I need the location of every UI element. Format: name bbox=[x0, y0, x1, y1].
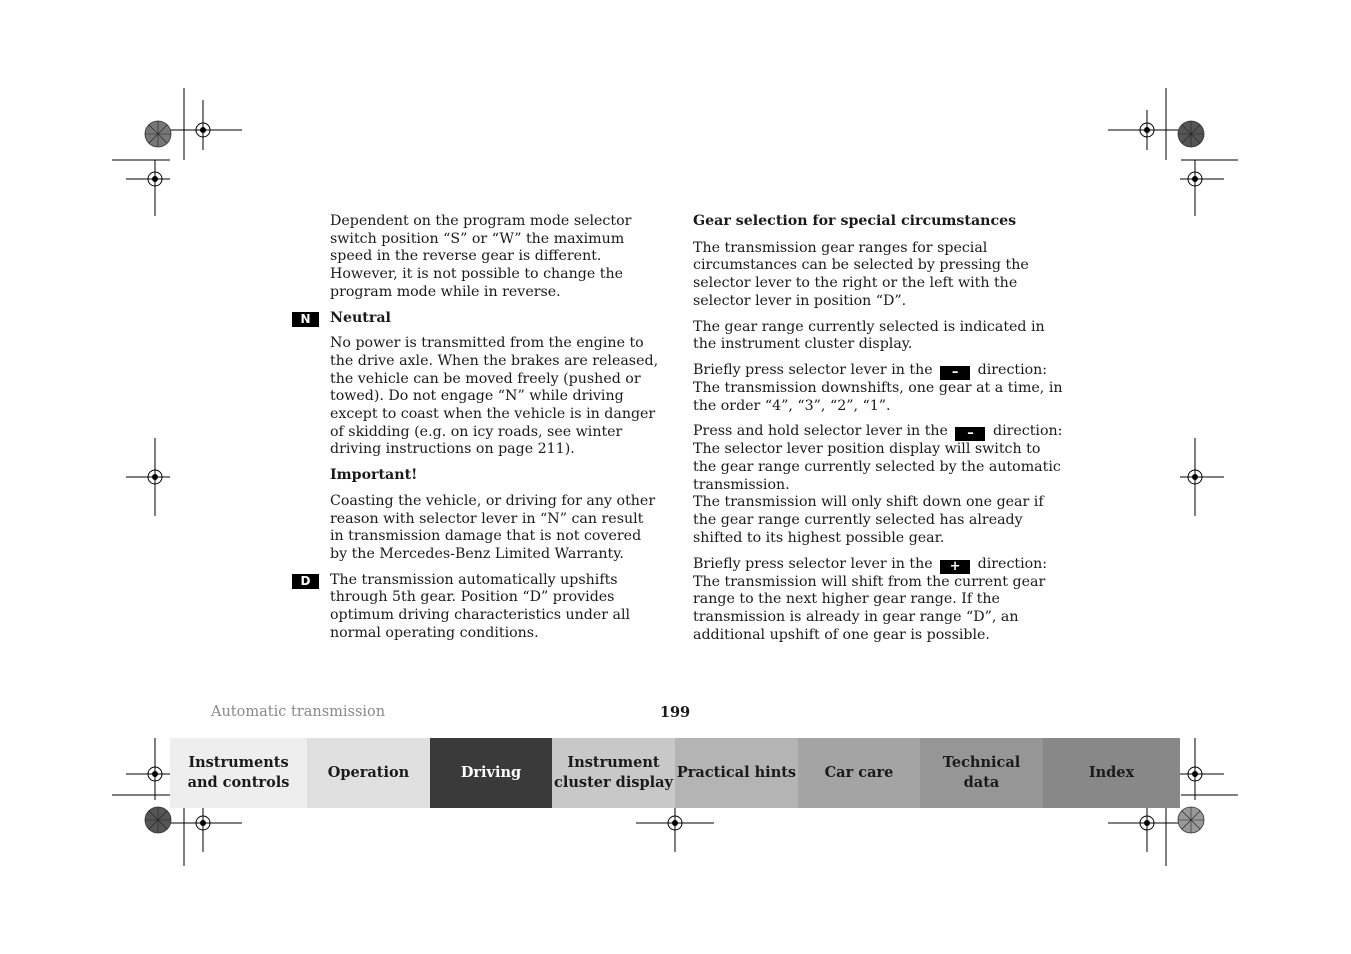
neutral-heading: Neutral bbox=[330, 309, 391, 326]
brief-plus-direction: direction: bbox=[977, 555, 1048, 572]
neutral-marker-badge: N bbox=[292, 312, 319, 327]
brief-minus-lead: Briefly press selector lever in the bbox=[693, 361, 933, 378]
drive-marker-badge: D bbox=[292, 574, 319, 589]
intro-paragraph: Dependent on the program mode selector switch position “S” or “W” the maximum speed in the reverse gear is different. However, it is not possible to change the program mode while in reverse. bbox=[330, 213, 632, 300]
plus-key-icon: + bbox=[940, 560, 970, 574]
neutral-section bbox=[300, 309, 660, 328]
tab-practical-hints[interactable]: Practical hints bbox=[675, 738, 798, 808]
minus-key-icon: – bbox=[940, 366, 970, 380]
gear-display-paragraph: The gear range currently selected is indicated in the instrument cluster display. bbox=[693, 318, 1045, 353]
hold-minus-lead: Press and hold selector lever in the bbox=[693, 423, 948, 440]
tab-instrument-cluster-display[interactable]: Instrument cluster display bbox=[552, 738, 675, 808]
left-column bbox=[300, 213, 660, 650]
gear-ranges-paragraph: The transmission gear ranges for special circumstances can be selected by pressing the selector lever to the right or the left with the selector lever in position “D”. bbox=[693, 239, 1029, 309]
hold-minus-direction: direction: bbox=[992, 423, 1063, 440]
drive-section bbox=[300, 571, 660, 643]
brief-minus-paragraph bbox=[693, 362, 1063, 415]
tab-car-care[interactable]: Car care bbox=[798, 738, 920, 808]
tab-operation[interactable]: Operation bbox=[307, 738, 430, 808]
important-paragraph: Coasting the vehicle, or driving for any other reason with selector lever in “N” can result in transmission damage that is not covered by the Mercedes-Benz Limited Warranty. bbox=[330, 492, 656, 562]
tab-index[interactable]: Index bbox=[1043, 738, 1180, 808]
right-column bbox=[693, 213, 1063, 652]
hold-minus-result-2: The transmission will only shift down one gear if the gear range currently selected has already shifted to its highest possible gear. bbox=[693, 494, 1044, 546]
minus-key-icon: – bbox=[955, 427, 985, 441]
brief-plus-lead: Briefly press selector lever in the bbox=[693, 555, 933, 572]
page-number: 199 bbox=[659, 704, 691, 721]
hold-minus-result-1: The selector lever position display will switch to the gear range currently selected by the automatic transmission. bbox=[693, 441, 1061, 493]
brief-minus-direction: direction: bbox=[977, 361, 1048, 378]
tab-driving[interactable]: Driving bbox=[430, 738, 552, 808]
hold-minus-paragraph bbox=[693, 423, 1063, 547]
neutral-paragraph: No power is transmitted from the engine to the drive axle. When the brakes are released, the vehicle can be moved freely (pushed or towed). Do not engage “N” while driving except to coast when the vehicle is in danger of skidding (e.g. on icy roads, see winter driving instructions on page 211). bbox=[330, 335, 659, 458]
brief-plus-paragraph bbox=[693, 556, 1063, 645]
footer-section-title: Automatic transmission bbox=[211, 704, 386, 720]
gear-selection-heading: Gear selection for special circumstances bbox=[693, 213, 1017, 229]
important-heading: Important! bbox=[330, 467, 418, 484]
chapter-nav-bar bbox=[170, 738, 1180, 808]
tab-technical-data[interactable]: Technical data bbox=[920, 738, 1043, 808]
drive-paragraph: The transmission automatically upshifts through 5th gear. Position “D” provides optimum driving characteristics under all normal operating conditions. bbox=[330, 571, 631, 641]
brief-minus-result: The transmission downshifts, one gear at a time, in the order “4”, “3”, “2”, “1”. bbox=[693, 379, 1063, 414]
tab-instruments-and-controls[interactable]: Instruments and controls bbox=[170, 738, 307, 808]
brief-plus-result: The transmission will shift from the current gear range to the next higher gear range. If the transmission is already in gear range “D”, an additional upshift of one gear is possible. bbox=[693, 573, 1046, 643]
